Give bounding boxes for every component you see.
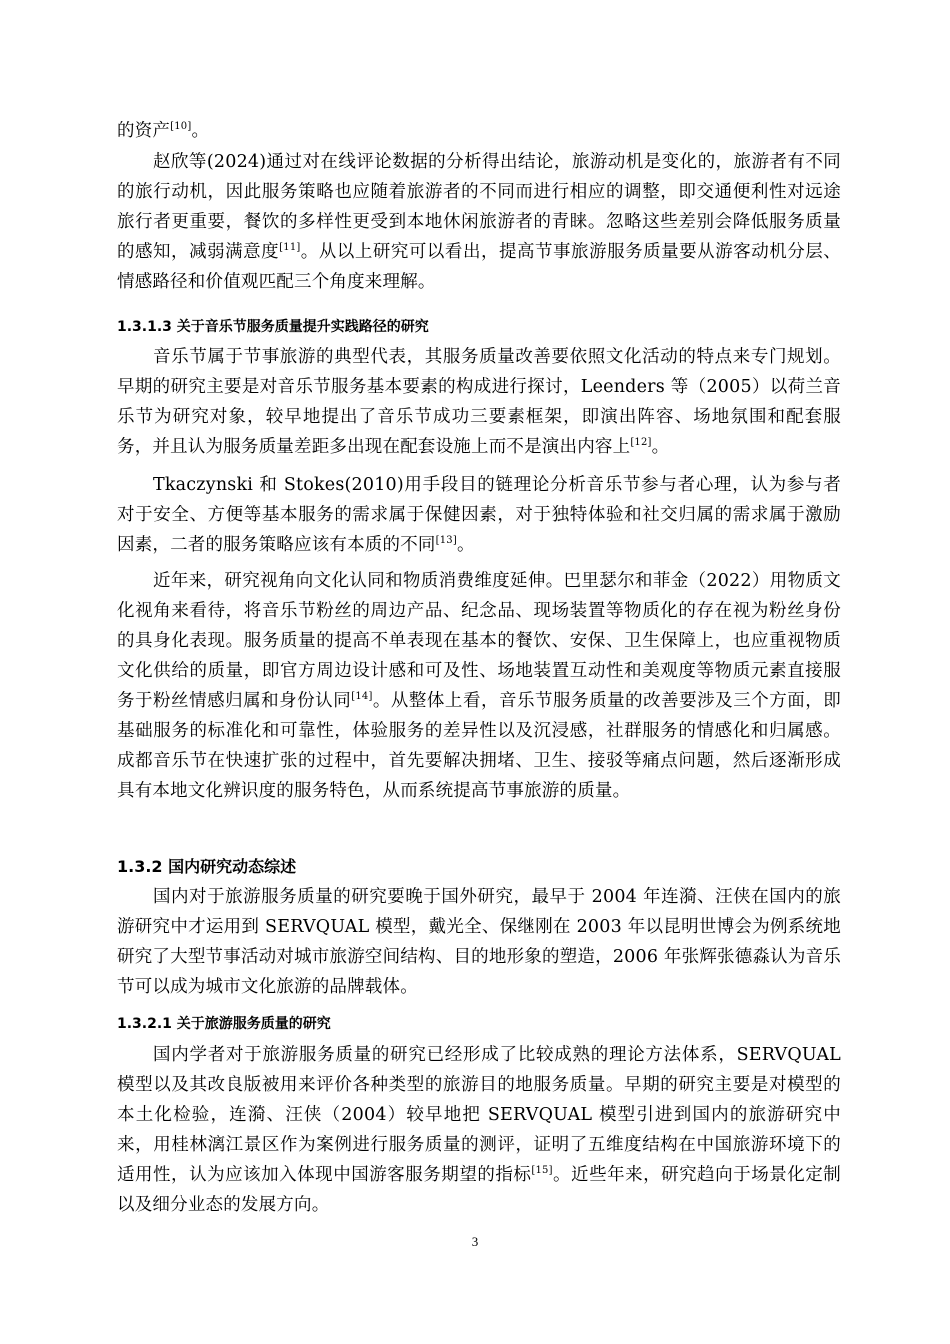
- paragraph-text: 。: [651, 437, 670, 457]
- page-number: 3: [471, 1234, 479, 1249]
- section-heading-1-3-2: 1.3.2 国内研究动态综述: [117, 857, 297, 876]
- paragraph-text: 国内学者对于旅游服务质量的研究已经形成了比较成熟的理论方法体系，SERVQUAL 模型以及其改良版被用来评价各种类型的旅游目的地服务质量。早期的研究主要是对模型的本土化检验，连漪、汪侠（2004）较早地把 SERVQUAL 模型引进到国内的旅游研究中来，用桂林漓江景区作为案例进行服务质量的测评，证明了五维度结构在中国旅游环境下的适用性，认为应该加入体现中国游客服务期望的指标: [117, 1045, 841, 1185]
- paragraph-tkaczynski: [117, 470, 841, 560]
- citation-ref: [14]: [351, 691, 373, 703]
- paragraph-text: 。近些年来，研究趋向于场景化定制以及细分业态的发展方向。: [117, 1165, 841, 1215]
- paragraph-text: 国内对于旅游服务质量的研究要晚于国外研究，最早于 2004 年连漪、汪侠在国内的旅游研究中才运用到 SERVQUAL 模型，戴光全、保继刚在 2003 年以昆明世博会为例系统地研究了大型节事活动对城市旅游空间结构、目的地形象的塑造，2006 年张辉张德淼认为音乐节可以成为城市文化旅游的品牌载体。: [117, 887, 841, 997]
- paragraph-music-festival: [117, 342, 841, 462]
- section-heading-1-3-2-1: 1.3.2.1 关于旅游服务质量的研究: [117, 1016, 331, 1032]
- section-heading-1-3-1-3: 1.3.1.3 关于音乐节服务质量提升实践路径的研究: [117, 319, 429, 335]
- paragraph-text: 音乐节属于节事旅游的典型代表，其服务质量改善要依照文化活动的特点来专门规划。早期的研究主要是对音乐节服务基本要素的构成进行探讨，Leenders 等（2005）以荷兰音乐节为研究对象，较早地提出了音乐节成功三要素框架，即演出阵容、场地氛围和配套服务，并且认为服务质量差距多出现在配套设施上而不是演出内容上: [117, 347, 841, 457]
- citation-ref: [15]: [531, 1165, 553, 1177]
- paragraph-text: 。: [191, 121, 210, 141]
- paragraph-servqual: [117, 1040, 841, 1220]
- paragraph-text: 。: [456, 535, 475, 555]
- paragraph-text: 。从整体上看，音乐节服务质量的改善要涉及三个方面，即基础服务的标准化和可靠性，体验服务的差异性以及沉浸感，社群服务的情感化和归属感。成都音乐节在快速扩张的过程中，首先要解决拥堵、卫生、接驳等痛点问题，然后逐渐形成具有本地文化辨识度的服务特色，从而系统提高节事旅游的质量。: [117, 691, 841, 801]
- paragraph-text: 近年来，研究视角向文化认同和物质消费维度延伸。巴里瑟尔和菲金（2022）用物质文化视角来看待，将音乐节粉丝的周边产品、纪念品、现场装置等物质化的存在视为粉丝身份的具身化表现。服务质量的提高不单表现在基本的餐饮、安保、卫生保障上，也应重视物质文化供给的质量，即官方周边设计感和可及性、场地装置互动性和美观度等物质元素直接服务于粉丝情感归属和身份认同: [117, 571, 841, 711]
- paragraph-recent-years: [117, 566, 841, 806]
- paragraph-zhao: [117, 147, 841, 297]
- citation-ref: [11]: [279, 242, 301, 254]
- citation-ref: [10]: [170, 121, 192, 133]
- paragraph-text: 。从以上研究可以看出，提高节事旅游服务质量要从游客动机分层、情感路径和价值观匹配三个角度来理解。: [117, 242, 841, 292]
- paragraph-domestic: [117, 882, 841, 1002]
- paragraph-text: 赵欣等(2024)通过对在线评论数据的分析得出结论，旅游动机是变化的，旅游者有不同的旅行动机，因此服务策略也应随着旅游者的不同而进行相应的调整，即交通便利性对远途旅行者更重要，餐饮的多样性更受到本地休闲旅游者的青睐。忽略这些差别会降低服务质量的感知，减弱满意度: [117, 152, 841, 262]
- citation-ref: [13]: [435, 535, 457, 547]
- citation-ref: [12]: [630, 437, 652, 449]
- paragraph-continuation: [117, 116, 841, 146]
- paragraph-text: Tkaczynski 和 Stokes(2010)用手段目的链理论分析音乐节参与者心理，认为参与者对于安全、方便等基本服务的需求属于保健因素，对于独特体验和社交归属的需求属于激励因素，二者的服务策略应该有本质的不同: [117, 475, 841, 555]
- paragraph-text: 的资产: [117, 121, 171, 141]
